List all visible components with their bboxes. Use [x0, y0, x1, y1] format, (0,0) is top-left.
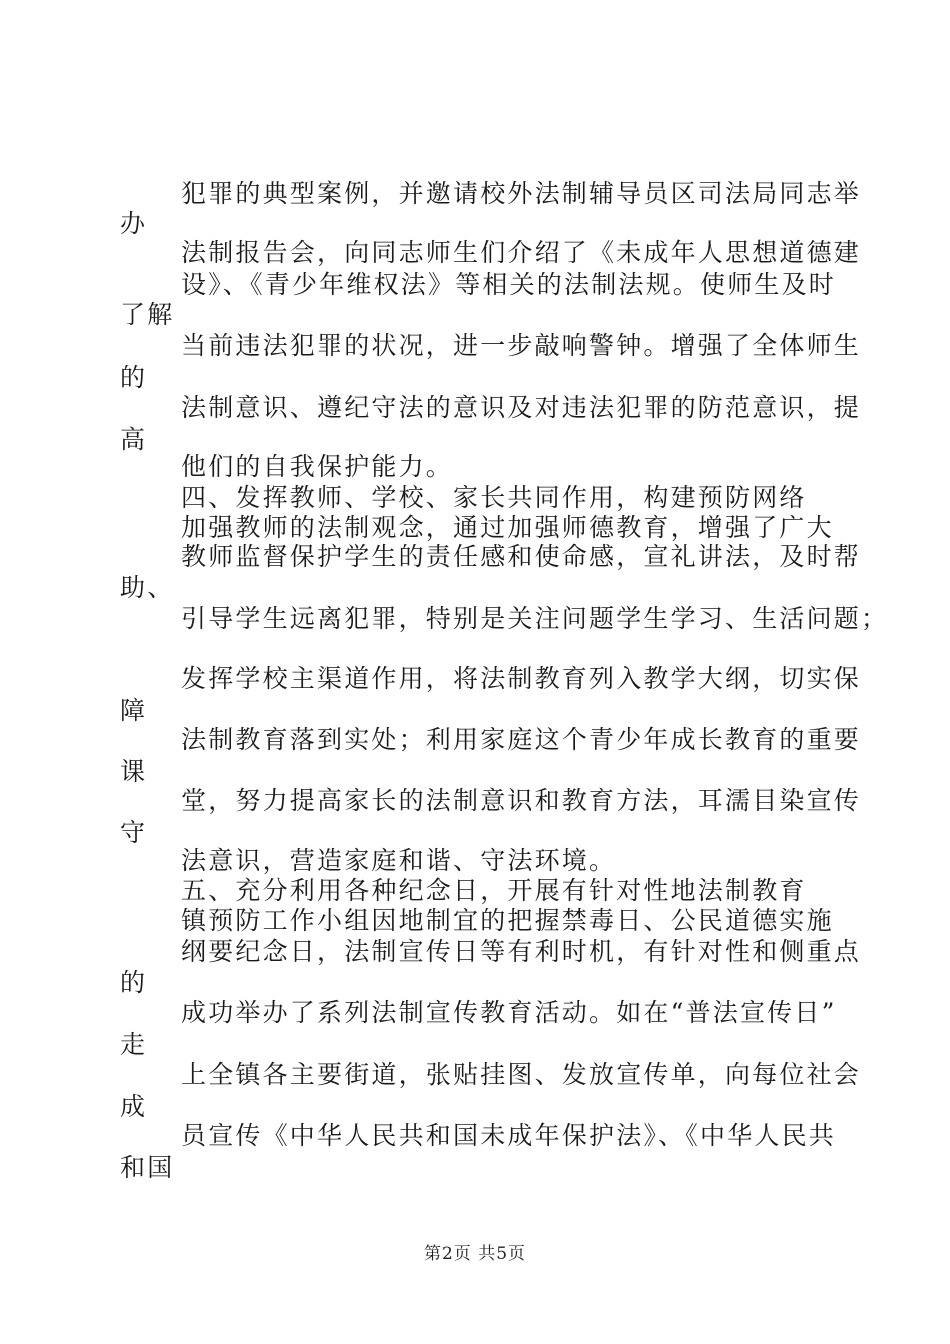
page-number-footer: 第2页 共5页: [423, 1244, 527, 1264]
section-heading: 五、充分利用各种纪念日，开展有针对性地法制教育: [181, 876, 807, 905]
text-line: 障: [120, 696, 148, 725]
text-line: 成功举办了系列法制宣传教育活动。如在“普法宣传日”: [181, 998, 837, 1027]
text-line: 法意识，营造家庭和谐、守法环境。: [181, 846, 617, 875]
text-line: 引导学生远离犯罪，特别是关注问题学生学习、生活问题；: [181, 604, 889, 633]
text-line: 当前违法犯罪的状况，进一步敲响警钟。增强了全体师生: [181, 331, 862, 360]
text-line: 课: [120, 757, 148, 786]
text-line: 堂，努力提高家长的法制意识和教育方法，耳濡目染宣传: [181, 786, 862, 815]
text-line: 上全镇各主要街道，张贴挂图、发放宣传单，向每位社会: [181, 1060, 862, 1089]
text-line: 的: [120, 363, 148, 392]
text-line: 他们的自我保护能力。: [181, 452, 454, 481]
text-line: 设》、《青少年维权法》等相关的法制法规。使师生及时: [181, 270, 837, 299]
text-line: 发挥学校主渠道作用，将法制教育列入教学大纲，切实保: [181, 664, 862, 693]
text-line: 走: [120, 1030, 148, 1059]
text-line: 办: [120, 209, 148, 238]
text-line: 教师监督保护学生的责任感和使命感，宣礼讲法，及时帮: [181, 542, 862, 571]
text-line: 镇预防工作小组因地制宜的把握禁毒日、公民道德实施: [181, 906, 834, 935]
text-line: 法制意识、遵纪守法的意识及对违法犯罪的防范意识，提: [181, 393, 862, 422]
text-line: 助、: [120, 573, 175, 602]
text-line: 法制教育落到实处；利用家庭这个青少年成长教育的重要: [181, 725, 862, 754]
text-line: 高: [120, 425, 148, 454]
text-line: 守: [120, 818, 148, 847]
section-heading: 四、发挥教师、学校、家长共同作用，构建预防网络: [181, 483, 807, 512]
text-line: 员宣传《中华人民共和国未成年保护法》、《中华人民共: [181, 1121, 837, 1150]
text-line: 了解: [120, 300, 175, 329]
text-line: 犯罪的典型案例，并邀请校外法制辅导员区司法局同志举: [181, 179, 862, 208]
text-line: 加强教师的法制观念，通过加强师德教育，增强了广大: [181, 513, 834, 542]
text-line: 纲要纪念日，法制宣传日等有利时机，有针对性和侧重点: [181, 937, 862, 966]
text-line: 和国: [120, 1153, 175, 1182]
text-line: 成: [120, 1092, 148, 1121]
text-line: 法制报告会，向同志师生们介绍了《未成年人思想道德建: [181, 238, 862, 267]
text-line: 的: [120, 968, 148, 997]
